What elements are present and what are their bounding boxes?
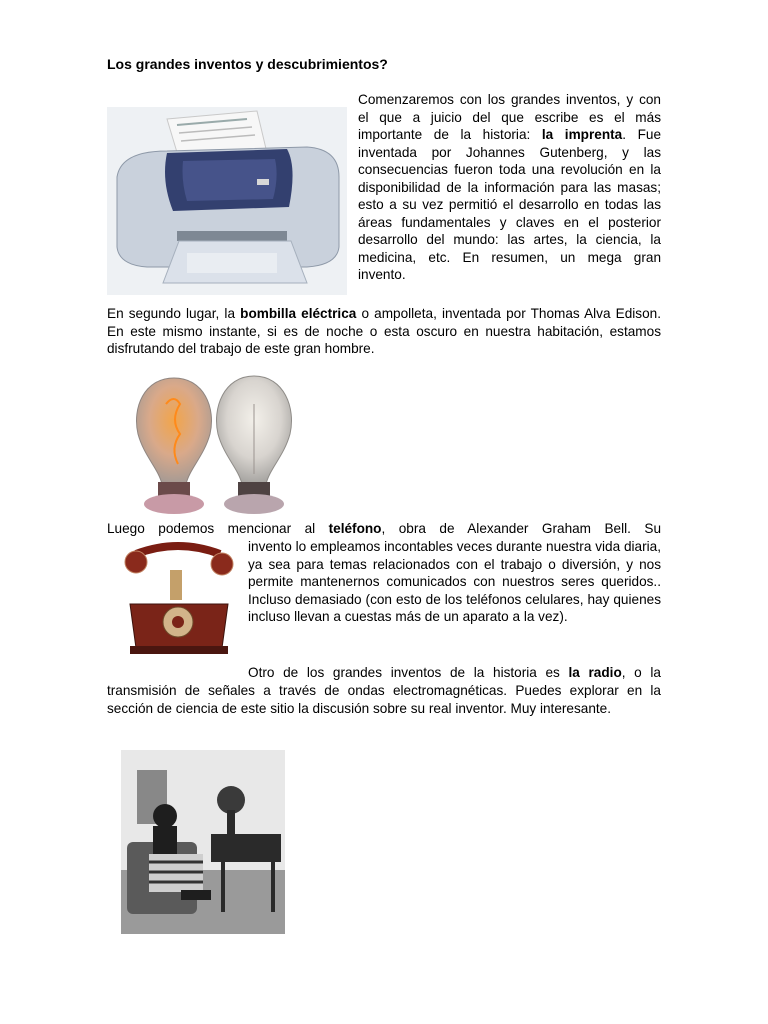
imprenta-bold: la imprenta	[541, 127, 623, 142]
imprenta-text-pre: Comenzaremos con los grandes inventos, y con el que a juicio del que escribe es el más importante de la historia:	[358, 92, 661, 142]
radio-paragraph-rest	[107, 682, 661, 717]
bombilla-bold: bombilla eléctrica	[240, 306, 357, 321]
radio-text-post: , o la	[621, 665, 661, 680]
telefono-first-line	[107, 520, 661, 538]
imprenta-text-post: . Fue inventada por Johannes Gutenberg, y las consecuencias fueron toda una revolución en la disponibilidad de la información para las masas; esto a su vez permitió el desarrollo en todas las áreas fundamentales y claves en el posterior desarrollo del mundo: las artes, la ciencia, la medicina, etc. En resumen, un mega gran invento.	[358, 127, 662, 282]
telefono-text-rest: invento lo empleamos incontables veces durante nuestra vida diaria, ya sea para temas relacionados con el trabajo o diversión, y nos permite mantenernos comunicados con nuestros seres queridos.. Incluso demasiado (con esto de los teléfonos celulares, hay quienes incluso llevan a cuestas más de un aparato a la vez).	[248, 539, 661, 624]
page-title: Los grandes inventos y descubrimientos?	[107, 56, 388, 72]
radio-text-pre: Otro de los grandes inventos de la historia es	[248, 665, 569, 680]
paragraph-bombilla	[107, 305, 661, 358]
bombilla-text-pre: En segundo lugar, la	[107, 306, 241, 321]
telefono-text-pre: Luego podemos mencionar al	[107, 521, 329, 536]
bombilla-text-post: o ampolleta, inventada por Thomas Alva Edison. En este mismo instante, si es de noche o esta oscuro en nuestra habitación, estamos disfrutando del trabajo de este gran hombre.	[107, 306, 661, 356]
antique-telephone-photo	[118, 540, 240, 666]
vintage-radio-photo	[121, 750, 285, 934]
printer-photo	[107, 107, 347, 295]
light-bulbs-photo	[122, 364, 302, 514]
radio-bold: la radio	[568, 665, 622, 680]
telefono-bold: teléfono	[328, 521, 382, 536]
radio-first-line	[248, 664, 661, 682]
radio-text-rest: transmisión de señales a través de ondas electromagnéticas. Puedes explorar en la sección de ciencia de este sitio la discusión sobre su real inventor. Muy interesante.	[107, 683, 661, 716]
telefono-paragraph-rest	[248, 538, 661, 626]
paragraph-imprenta	[358, 91, 661, 284]
telefono-text-post: , obra de Alexander Graham Bell. Su	[381, 521, 661, 536]
